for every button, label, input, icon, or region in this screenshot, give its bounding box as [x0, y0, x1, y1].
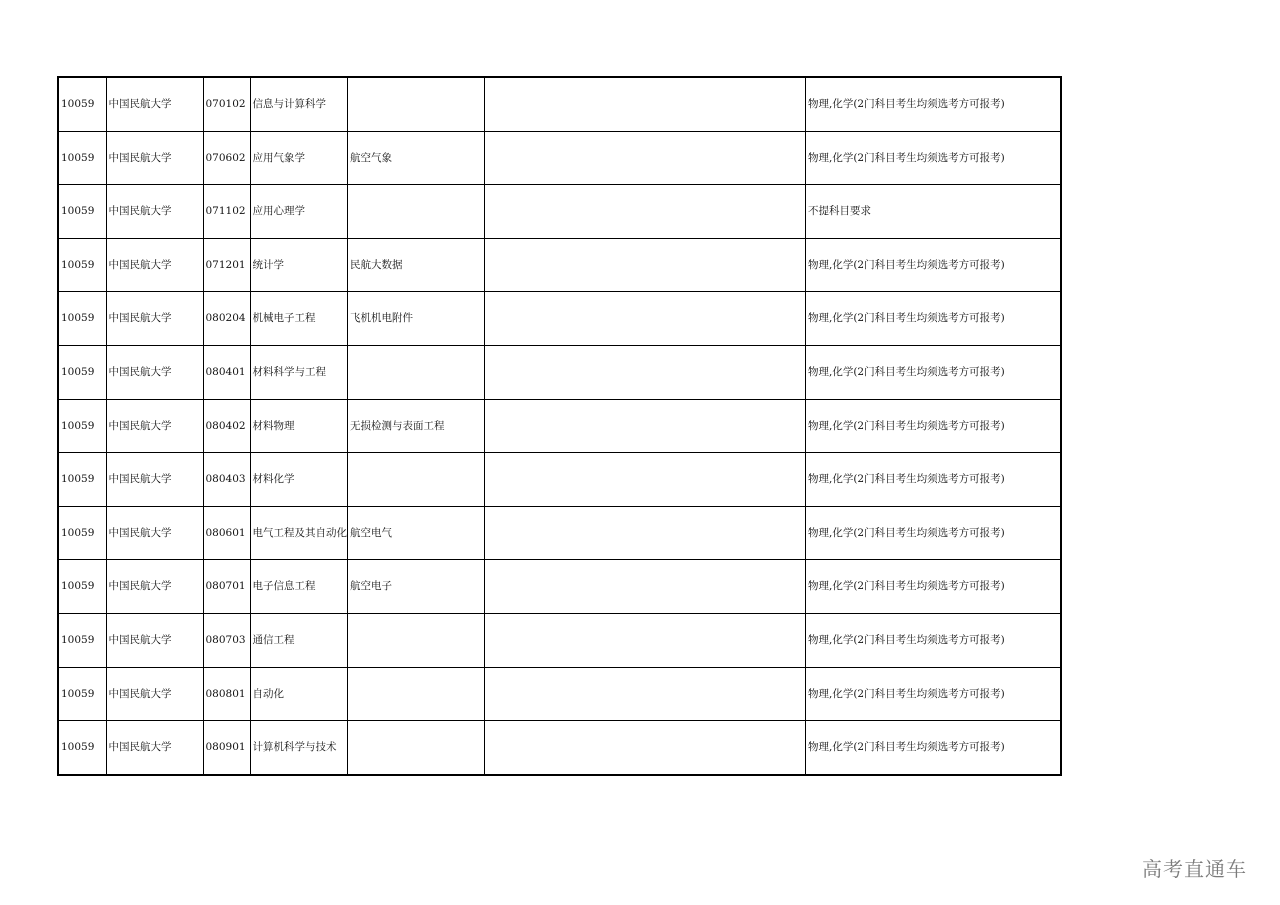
table-row	[58, 238, 1061, 292]
direction-cell	[348, 453, 485, 507]
school-name-cell: 中国民航大学	[106, 292, 203, 346]
major-code-cell: 080701	[203, 560, 250, 614]
subject-requirement-cell: 物理,化学(2门科目考生均须选考方可报考)	[806, 667, 1061, 721]
major-name-cell: 材料物理	[250, 399, 348, 453]
major-code-cell: 071201	[203, 238, 250, 292]
school-name-cell: 中国民航大学	[106, 131, 203, 185]
note-cell	[485, 185, 806, 239]
subject-requirement-cell: 物理,化学(2门科目考生均须选考方可报考)	[806, 292, 1061, 346]
school-code-cell: 10059	[58, 560, 106, 614]
table-row	[58, 506, 1061, 560]
table-row	[58, 292, 1061, 346]
subject-requirement-cell: 物理,化学(2门科目考生均须选考方可报考)	[806, 721, 1061, 775]
subject-requirement-cell: 物理,化学(2门科目考生均须选考方可报考)	[806, 131, 1061, 185]
note-cell	[485, 506, 806, 560]
table-row	[58, 399, 1061, 453]
major-name-cell: 机械电子工程	[250, 292, 348, 346]
major-name-cell: 计算机科学与技术	[250, 721, 348, 775]
school-name-cell: 中国民航大学	[106, 185, 203, 239]
school-name-cell: 中国民航大学	[106, 613, 203, 667]
major-code-cell: 080403	[203, 453, 250, 507]
note-cell	[485, 560, 806, 614]
subject-requirement-cell: 物理,化学(2门科目考生均须选考方可报考)	[806, 453, 1061, 507]
direction-cell: 航空电气	[348, 506, 485, 560]
note-cell	[485, 292, 806, 346]
school-code-cell: 10059	[58, 399, 106, 453]
school-code-cell: 10059	[58, 77, 106, 131]
table-row	[58, 667, 1061, 721]
direction-cell: 航空气象	[348, 131, 485, 185]
note-cell	[485, 399, 806, 453]
direction-cell: 民航大数据	[348, 238, 485, 292]
school-name-cell: 中国民航大学	[106, 721, 203, 775]
direction-cell: 飞机机电附件	[348, 292, 485, 346]
major-name-cell: 统计学	[250, 238, 348, 292]
school-name-cell: 中国民航大学	[106, 506, 203, 560]
table-row	[58, 613, 1061, 667]
school-code-cell: 10059	[58, 453, 106, 507]
note-cell	[485, 721, 806, 775]
major-code-cell: 080401	[203, 345, 250, 399]
major-code-cell: 070602	[203, 131, 250, 185]
note-cell	[485, 131, 806, 185]
table-row	[58, 77, 1061, 131]
subject-requirement-cell: 物理,化学(2门科目考生均须选考方可报考)	[806, 560, 1061, 614]
school-code-cell: 10059	[58, 292, 106, 346]
subject-requirement-cell: 物理,化学(2门科目考生均须选考方可报考)	[806, 238, 1061, 292]
major-name-cell: 电子信息工程	[250, 560, 348, 614]
note-cell	[485, 613, 806, 667]
major-code-cell: 080204	[203, 292, 250, 346]
direction-cell: 无损检测与表面工程	[348, 399, 485, 453]
major-code-cell: 070102	[203, 77, 250, 131]
school-name-cell: 中国民航大学	[106, 453, 203, 507]
major-name-cell: 通信工程	[250, 613, 348, 667]
major-code-cell: 080901	[203, 721, 250, 775]
school-name-cell: 中国民航大学	[106, 667, 203, 721]
note-cell	[485, 453, 806, 507]
major-name-cell: 信息与计算科学	[250, 77, 348, 131]
table-row	[58, 345, 1061, 399]
school-code-cell: 10059	[58, 613, 106, 667]
school-code-cell: 10059	[58, 506, 106, 560]
direction-cell	[348, 185, 485, 239]
school-code-cell: 10059	[58, 131, 106, 185]
direction-cell	[348, 613, 485, 667]
school-code-cell: 10059	[58, 185, 106, 239]
direction-cell: 航空电子	[348, 560, 485, 614]
direction-cell	[348, 77, 485, 131]
major-code-cell: 080703	[203, 613, 250, 667]
school-name-cell: 中国民航大学	[106, 399, 203, 453]
major-name-cell: 应用气象学	[250, 131, 348, 185]
major-name-cell: 材料科学与工程	[250, 345, 348, 399]
note-cell	[485, 77, 806, 131]
table-body	[58, 77, 1061, 775]
table-row	[58, 560, 1061, 614]
table-row	[58, 453, 1061, 507]
school-name-cell: 中国民航大学	[106, 77, 203, 131]
direction-cell	[348, 345, 485, 399]
note-cell	[485, 667, 806, 721]
school-name-cell: 中国民航大学	[106, 238, 203, 292]
watermark-text: 高考直通车	[1142, 857, 1247, 881]
school-code-cell: 10059	[58, 345, 106, 399]
school-code-cell: 10059	[58, 721, 106, 775]
note-cell	[485, 238, 806, 292]
subject-requirement-cell: 物理,化学(2门科目考生均须选考方可报考)	[806, 77, 1061, 131]
subject-requirement-cell: 物理,化学(2门科目考生均须选考方可报考)	[806, 399, 1061, 453]
admission-table	[57, 76, 1062, 776]
direction-cell	[348, 667, 485, 721]
major-code-cell: 080402	[203, 399, 250, 453]
direction-cell	[348, 721, 485, 775]
table-row	[58, 721, 1061, 775]
table-row	[58, 185, 1061, 239]
major-code-cell: 071102	[203, 185, 250, 239]
school-name-cell: 中国民航大学	[106, 345, 203, 399]
major-code-cell: 080601	[203, 506, 250, 560]
table-row	[58, 131, 1061, 185]
major-name-cell: 应用心理学	[250, 185, 348, 239]
major-code-cell: 080801	[203, 667, 250, 721]
subject-requirement-cell: 物理,化学(2门科目考生均须选考方可报考)	[806, 506, 1061, 560]
major-name-cell: 材料化学	[250, 453, 348, 507]
major-name-cell: 电气工程及其自动化	[250, 506, 348, 560]
subject-requirement-cell: 物理,化学(2门科目考生均须选考方可报考)	[806, 613, 1061, 667]
school-name-cell: 中国民航大学	[106, 560, 203, 614]
school-code-cell: 10059	[58, 667, 106, 721]
subject-requirement-cell: 物理,化学(2门科目考生均须选考方可报考)	[806, 345, 1061, 399]
subject-requirement-cell: 不提科目要求	[806, 185, 1061, 239]
note-cell	[485, 345, 806, 399]
major-name-cell: 自动化	[250, 667, 348, 721]
school-code-cell: 10059	[58, 238, 106, 292]
